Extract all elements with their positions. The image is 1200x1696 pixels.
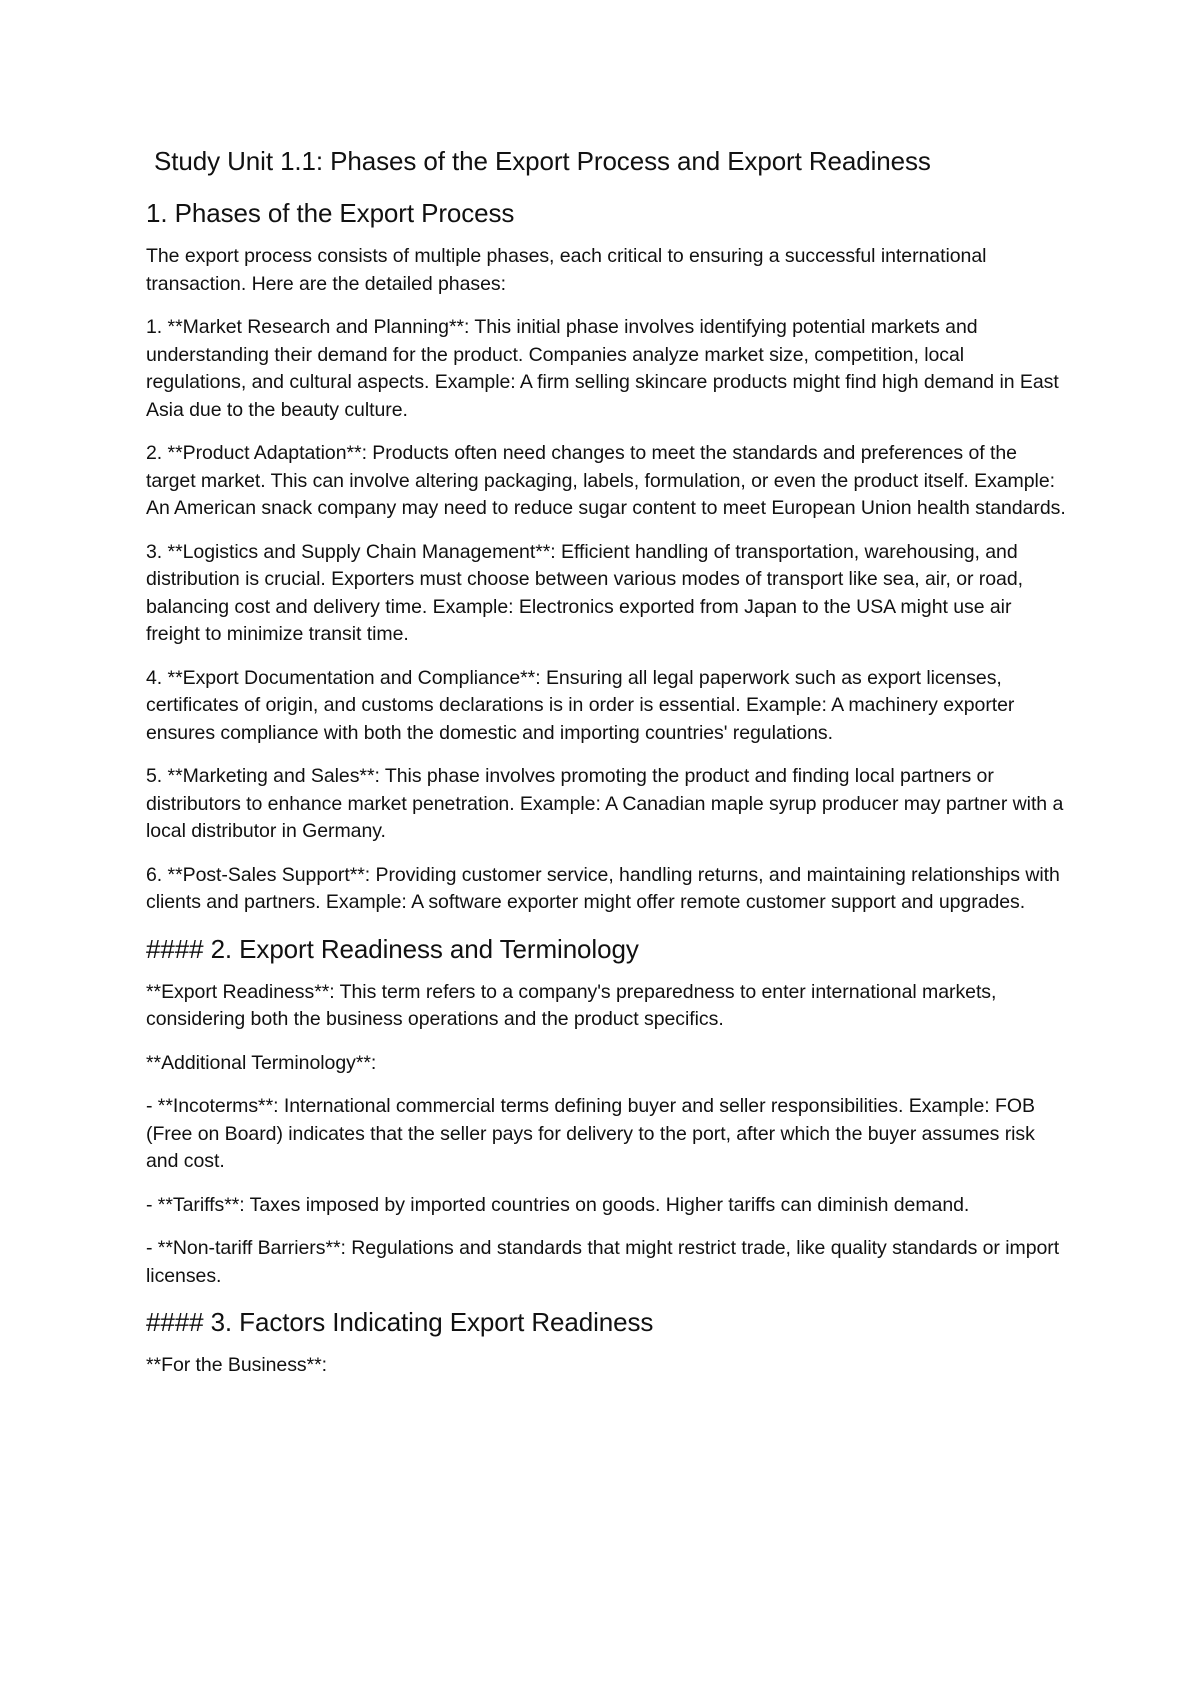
section-heading: #### 3. Factors Indicating Export Readiness [146,1307,654,1337]
term-item: - **Non-tariff Barriers**: Regulations and standards that might restrict trade, like quality standards or import licenses. [146,1237,1060,1287]
section-phases [146,197,1066,917]
terminology-label: **Additional Terminology**: [146,1051,377,1074]
section-export-readiness [146,933,1066,1291]
phase-paragraph: 4. **Export Documentation and Compliance**: Ensuring all legal paperwork such as export licenses, certificates of origin, and customs declarations is in order is essential. Example: A machinery exporter ensures compliance with both the domestic and importing countries' regulations. [146,666,1015,744]
phase-paragraph: 6. **Post-Sales Support**: Providing customer service, handling returns, and maintaining relationships with clients and partners. Example: A software exporter might offer remote customer support and upgrades. [146,863,1060,913]
intro-paragraph: The export process consists of multiple phases, each critical to ensuring a successful international transaction. Here are the detailed phases: [146,245,987,295]
phase-paragraph: 1. **Market Research and Planning**: This initial phase involves identifying potential markets and understanding their demand for the product. Companies analyze market size, competition, local regulations, and cultural aspects. Example: A firm selling skincare products might find high demand in East Asia due to the beauty culture. [146,316,1059,421]
document-body [146,145,1066,1396]
definition-paragraph: **Export Readiness**: This term refers to a company's preparedness to enter international markets, considering both the business operations and the product specifics. [146,980,997,1030]
term-item: - **Incoterms**: International commercial terms defining buyer and seller responsibilities. Example: FOB (Free on Board) indicates that the seller pays for delivery to the port, after which the buyer assumes risk and cost. [146,1095,1035,1172]
subsection-label: **For the Business**: [146,1354,328,1376]
section-heading: #### 2. Export Readiness and Terminology [146,933,639,964]
term-item: - **Tariffs**: Taxes imposed by imported countries on goods. Higher tariffs can diminish demand. [146,1193,970,1216]
section-heading: 1. Phases of the Export Process [146,198,515,228]
section-readiness-factors [146,1306,1066,1380]
phase-paragraph: 2. **Product Adaptation**: Products often need changes to meet the standards and preferences of the target market. This can involve altering packaging, labels, formulation, or even the product itself. Example: An American snack company may need to reduce sugar content to meet European Union health standards. [146,442,1066,519]
phase-paragraph: 3. **Logistics and Supply Chain Management**: Efficient handling of transportation, warehousing, and distribution is crucial. Exporters must choose between various modes of transport like sea, air, or road, balancing cost and delivery time. Example: Electronics exported from Japan to the USA might use air freight to minimize transit time. [146,540,1023,645]
phase-paragraph: 5. **Marketing and Sales**: This phase involves promoting the product and finding local partners or distributors to enhance market penetration. Example: A Canadian maple syrup producer may partner with a local distributor in Germany. [146,765,1064,842]
document-title: Study Unit 1.1: Phases of the Export Process and Export Readiness [154,146,931,176]
